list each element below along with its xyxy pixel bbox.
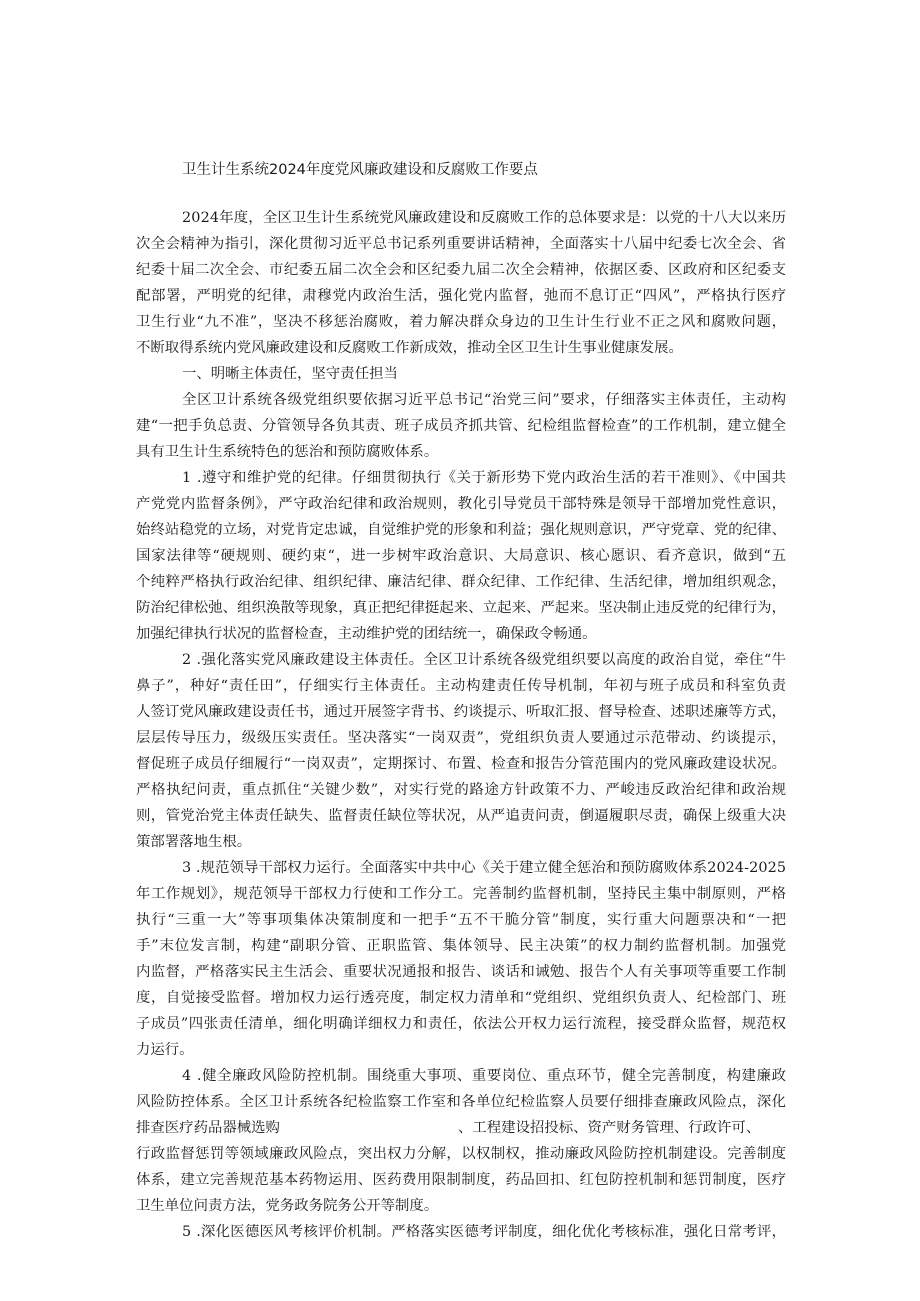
paragraph-line bbox=[136, 1167, 786, 1193]
paragraph-line bbox=[136, 1193, 786, 1219]
line-text: 3 .规范领导干部权力运行。全面落实中共中心《关于建立健全惩治和预防腐败体系2024-2025 bbox=[182, 860, 787, 876]
line-text: 产党党内监督条例》，严守政治纪律和政治规则，教化引导党员干部特殊是领导干部增加党性意识， bbox=[136, 496, 787, 512]
paragraph-line bbox=[136, 543, 786, 569]
line-text: 子成员”四张责任清单，细化明确详细权力和责任，依法公开权力运行流程，接受群众监督，规范权 bbox=[136, 1016, 787, 1032]
paragraph-line bbox=[136, 985, 786, 1011]
paragraph-line bbox=[136, 725, 786, 751]
line-text: 始终站稳党的立场，对党肯定忠诚，自觉维护党的形象和利益；强化规则意识，严守党章、党的纪律、 bbox=[136, 522, 787, 538]
line-text: 不断取得系统内党风廉政建设和反腐败工作新成效，推动全区卫生计生事业健康发展。 bbox=[136, 340, 683, 356]
paragraph-line bbox=[136, 1219, 786, 1245]
paragraph-line bbox=[136, 1063, 786, 1089]
line-text: 防治纪律松弛、组织涣散等现象，真正把纪律挺起来、立起来、严起来。坚决制止违反党的纪律行为， bbox=[136, 600, 787, 616]
paragraph-line bbox=[136, 205, 786, 231]
line-text: 配部署，严明党的纪律，肃穆党内政治生活，强化党内监督，弛而不息订正“四风”，严格执行医疗 bbox=[136, 288, 787, 304]
line-text-continued: 、工程建设招投标、资产财务管理、行政许可、 bbox=[458, 1120, 761, 1136]
line-text: 5 .深化医德医风考核评价机制。严格落实医德考评制度，细化优化考核标准，强化日常考评， bbox=[182, 1224, 787, 1240]
line-text: 加强纪律执行状况的监督检查，主动维护党的团结统一，确保政令畅通。 bbox=[136, 626, 597, 642]
paragraph-line bbox=[136, 491, 786, 517]
paragraph-line bbox=[136, 439, 786, 465]
line-text: 卫生单位问责方法，党务政务院务公开等制度。 bbox=[136, 1198, 439, 1214]
line-text: 力运行。 bbox=[136, 1042, 194, 1058]
paragraph-line bbox=[136, 465, 786, 491]
paragraph-line bbox=[136, 699, 786, 725]
paragraph-line bbox=[136, 1089, 786, 1115]
paragraph-line bbox=[136, 283, 786, 309]
line-text: 具有卫生计生系统特色的惩治和预防腐败体系。 bbox=[136, 444, 439, 460]
paragraph-line bbox=[136, 881, 786, 907]
line-text: 执行“三重一大”等事项集体决策制度和一把手“五不干脆分管”制度，实行重大问题票决和“一把 bbox=[136, 912, 788, 928]
line-text: 卫生行业“九不准”，坚决不移惩治腐败，着力解决群众身边的卫生计生行业不正之风和腐败问题， bbox=[136, 314, 787, 330]
line-text: 1 .遵守和维护党的纪律。仔细贯彻执行《关于新形势下党内政治生活的若干准则》、《中国共 bbox=[182, 470, 787, 486]
line-text: 2 .强化落实党风廉政建设主体责任。全区卫计系统各级党组织要以高度的政治自觉，牵住“牛 bbox=[182, 652, 787, 668]
paragraph-line bbox=[136, 829, 786, 855]
paragraph-line bbox=[136, 647, 786, 673]
line-text: 人签订党风廉政建设责任书，通过开展签字背书、约谈提示、听取汇报、督导检查、述职述廉等方式， bbox=[136, 704, 787, 720]
paragraph-line bbox=[136, 803, 786, 829]
paragraph-line bbox=[136, 907, 786, 933]
line-text: 则，管党治党主体责任缺失、监督责任缺位等状况，从严追责问责，倒逼履职尽责，确保上级重大决 bbox=[136, 808, 787, 824]
paragraph-line bbox=[136, 777, 786, 803]
paragraph-line bbox=[136, 1037, 786, 1063]
paragraph-line bbox=[136, 231, 786, 257]
paragraph-line bbox=[136, 1115, 786, 1141]
line-text: 严格执纪问责，重点抓住“关键少数”，对实行党的路途方针政策不力、严峻违反政治纪律和政治规 bbox=[136, 782, 787, 798]
line-text: 策部署落地生根。 bbox=[136, 834, 252, 850]
paragraph-line bbox=[136, 569, 786, 595]
line-text: 建“一把手负总责、分管领导各负其责、班子成员齐抓共管、纪检组监督检查”的工作机制，建立健全 bbox=[136, 418, 787, 434]
line-text: 体系，建立完善规范基本药物运用、医药费用限制制度，药品回扣、红包防控机制和惩罚制度，医疗 bbox=[136, 1172, 787, 1188]
line-text: 年工作规划》，规范领导干部权力行使和工作分工。完善制约监督机制，坚持民主集中制原则，严格 bbox=[136, 886, 787, 902]
paragraph-line bbox=[136, 335, 786, 361]
line-text: 个纯粹严格执行政治纪律、组织纪律、廉洁纪律、群众纪律、工作纪律、生活纪律，增加组织观念， bbox=[136, 574, 787, 590]
line-text: 国家法律等“硬规则、硬约束“，进一步树牢政治意识、大局意识、核心愿识、看齐意识，做到“五 bbox=[136, 548, 787, 564]
line-text: 内监督，严格落实民主生活会、重要状况通报和报告、谈话和诫勉、报告个人有关事项等重要工作制 bbox=[136, 964, 787, 980]
paragraph-line bbox=[136, 413, 786, 439]
line-text: 次全会精神为指引，深化贯彻习近平总书记系列重要讲话精神，全面落实十八届中纪委七次全会、省 bbox=[136, 236, 787, 252]
paragraph-line bbox=[136, 309, 786, 335]
line-text: 纪委十届二次全会、市纪委五届二次全会和区纪委九届二次全会精神，依据区委、区政府和区纪委支 bbox=[136, 262, 787, 278]
paragraph-line bbox=[136, 751, 786, 777]
paragraph-line bbox=[136, 933, 786, 959]
paragraph-line bbox=[136, 959, 786, 985]
line-text: 层层传导压力，级级压实责任。坚决落实“一岗双责”，党组织负责人要通过示范带动、约谈提示， bbox=[136, 730, 787, 746]
paragraph-line bbox=[136, 1011, 786, 1037]
paragraph-line bbox=[136, 387, 786, 413]
line-text: 度，自觉接受监督。增加权力运行透亮度，制定权力清单和“党组织、党组织负责人、纪检部门、班 bbox=[136, 990, 787, 1006]
paragraph-line bbox=[136, 257, 786, 283]
line-text: 风险防控体系。全区卫计系统各纪检监察工作室和各单位纪检监察人员要仔细排查廉政风险点，深化 bbox=[136, 1094, 787, 1110]
paragraph-line bbox=[136, 621, 786, 647]
paragraph-line bbox=[136, 1141, 786, 1167]
line-text: 督促班子成员仔细履行“一岗双责”，定期探讨、布置、检查和报告分管范围内的党风廉政建设状况。 bbox=[136, 756, 787, 772]
page-title: 卫生计生系统2024年度党风廉政建设和反腐败工作要点 bbox=[182, 162, 538, 178]
line-text: 手”末位发言制，构建“副职分管、正职监管、集体领导、民主决策”的权力制约监督机制。加强党 bbox=[136, 938, 787, 954]
line-text: 2024年度，全区卫生计生系统党风廉政建设和反腐败工作的总体要求是：以党的十八大以来历 bbox=[182, 210, 787, 226]
paragraph-line bbox=[136, 595, 786, 621]
paragraph-line bbox=[136, 361, 786, 387]
paragraph-line bbox=[136, 673, 786, 699]
line-text: 行政监督惩罚等领域廉政风险点，突出权力分解，以权制权，推动廉政风险防控机制建设。完善制度 bbox=[136, 1146, 787, 1162]
paragraph-line bbox=[136, 517, 786, 543]
line-text: 鼻子”，种好“责任田”，仔细实行主体责任。主动构建责任传导机制，年初与班子成员和科室负责 bbox=[136, 678, 787, 694]
paragraph-line bbox=[136, 855, 786, 881]
line-text: 排查医疗药品器械选购 bbox=[136, 1120, 280, 1136]
line-text: 4 .健全廉政风险防控机制。围绕重大事项、重要岗位、重点环节，健全完善制度，构建廉政 bbox=[182, 1068, 787, 1084]
line-text: 全区卫计系统各级党组织要依据习近平总书记“治党三问”要求，仔细落实主体责任，主动构 bbox=[182, 392, 787, 408]
line-text: 一、明晰主体责任，坚守责任担当 bbox=[182, 366, 398, 382]
document-body bbox=[136, 205, 786, 1245]
